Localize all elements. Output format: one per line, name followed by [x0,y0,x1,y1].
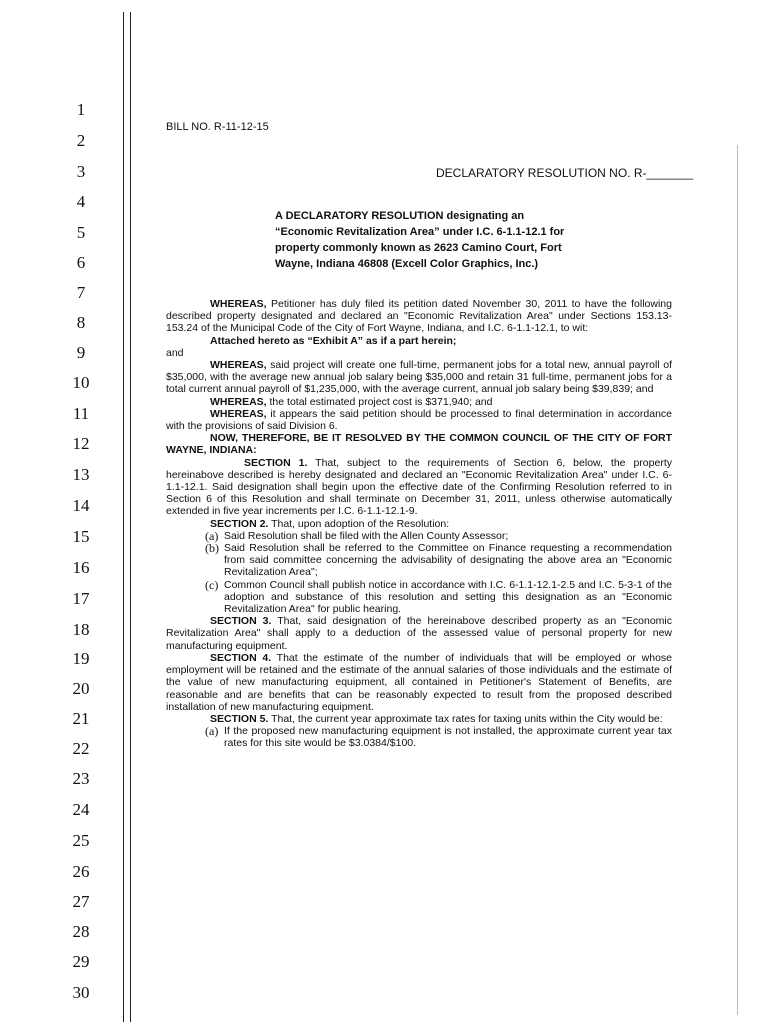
line-number: 4 [76,192,86,211]
paragraph-text: said project will create one full-time, permanent jobs for a total new, annual payroll of $35,000, with the average new annual job salary being $35,000 and retain 31 full-time, permanent jobs for a total current annual payroll of $1,235,000, with the average current, annual job salary being $39,839; and [166,359,672,396]
whereas-label: WHEREAS, [210,395,267,408]
line-number: 23 [72,769,90,788]
item-label: (a) [205,724,219,739]
line-number: 21 [72,709,90,728]
line-number: 6 [76,253,86,272]
line-number: 25 [72,831,90,850]
paragraph-text: Petitioner has duly filed its petition dated November 30, 2011 to have the following described property designated and declared an "Economic Revitalization Area" under Sections 153.13-153.24 of the Municipal Code of the City of Fort Wayne, Indiana, and I.C. 6-1.1-12.1, to wit: [166,298,672,335]
line-number: 20 [72,679,90,698]
line-number: 28 [72,922,90,941]
line-number: 17 [72,589,90,608]
resolution-title: A DECLARATORY RESOLUTION designating an “Economic Revitalization Area” under I.C. 6-1.1-12.1 for property commonly known as 2623 Camino Court, Fort Wayne, Indiana 46808 (Excell Color Graphics, Inc.) [275,210,565,270]
whereas-petition-paragraph [166,298,672,335]
item-label: (a) [205,528,219,543]
line-number: 7 [76,283,86,302]
section-label: SECTION 4. [210,651,272,664]
paragraph-text: That, the current year approximate tax rates for taxing units within the City would be: [268,712,663,725]
now-therefore-clause: NOW, THEREFORE, BE IT RESOLVED BY THE COMMON COUNCIL OF THE CITY OF FORT WAYNE, INDIANA: [166,432,672,457]
line-number: 13 [72,465,90,484]
whereas-cost-paragraph [166,396,672,408]
line-number: 1 [76,100,86,119]
left-margin-rule [123,12,124,1022]
bill-number: BILL NO. R-11-12-15 [166,121,269,133]
line-number: 24 [72,800,90,819]
section-2-item-a [205,530,672,542]
paragraph-text: That, said designation of the hereinabove described property as an "Economic Revitalization Area" shall apply to a deduction of the assessed value of personal property for new manufacturing equipment. [166,615,672,652]
exhibit-reference: Attached hereto as “Exhibit A” as if a part herein; [210,334,457,347]
resolution-body [166,298,672,750]
section-2-item-b [205,542,672,579]
line-number: 29 [72,952,90,971]
line-number: 14 [72,496,90,515]
item-text: Said Resolution shall be referred to the Committee on Finance requesting a recommendation from said committee concerning the advisability of designating the above area an "Economic Revitalization Area"; [224,542,672,579]
item-text: Common Council shall publish notice in accordance with I.C. 6-1.1-12.1-2.5 and I.C. 5-3-1 of the adoption and substance of this resolution and setting this designation as an "Economic Revitalization Area" for public hearing. [224,578,672,616]
section-3-paragraph [166,615,672,652]
paragraph-text: That, upon adoption of the Resolution: [268,517,450,530]
line-number: 3 [76,162,86,181]
item-text: If the proposed new manufacturing equipment is not installed, the approximate current year tax rates for this site would be $3.0384/$100. [224,725,672,750]
section-1-paragraph [166,457,672,518]
left-margin-rule-inner [130,12,131,1022]
right-margin-rule [737,145,738,1015]
line-number: 16 [72,558,90,577]
section-2-paragraph [166,518,672,530]
line-number: 5 [76,223,86,242]
whereas-label: WHEREAS, [210,359,267,372]
line-number: 22 [72,739,90,758]
line-number: 27 [72,892,90,911]
whereas-label: WHEREAS, [210,298,267,310]
section-label: SECTION 5. [210,712,269,725]
item-label: (c) [205,577,219,592]
paragraph-text: That the estimate of the number of individuals that will be employed or whose employment will be retained and the estimate of the annual salaries of those individuals and the estimate of the value of new manufacturing equipment, all contained in Petitioner's Statement of Benefits, are reasonable and are benefits that can be reasonably expected to result from the proposed described installation of new manufacturing equipment. [166,651,672,713]
section-5-item-a [205,725,672,749]
section-4-paragraph [166,652,672,713]
section-2-item-c [205,579,672,616]
line-number: 12 [72,434,90,453]
paragraph-text: That, subject to the requirements of Section 6, below, the property hereinabove described is hereby designated and declared an "Economic Revitalization Area" under I.C. 6-1.1-12.1. Said designation shall begin upon the effective date of the Confirming Resolution referred to in Section 6 of this Resolution and shall terminate on December 31, 2011, unless otherwise automatically extended in five year increments per I.C. 6-1.1-12.1-9. [166,456,672,518]
line-number: 8 [76,313,86,332]
line-number: 15 [72,527,90,546]
line-number: 26 [72,862,90,881]
section-5-paragraph [166,713,672,725]
line-number: 18 [72,620,90,639]
section-label: SECTION 3. [210,615,272,628]
whereas-process-paragraph [166,408,672,432]
line-number: 2 [76,131,86,150]
line-number: 9 [76,343,86,362]
whereas-label: WHEREAS, [210,407,267,420]
line-number: 19 [72,649,90,668]
paragraph-text: it appears the said petition should be processed to final determination in accordance with the provisions of said Division 6. [166,407,672,433]
line-number: 10 [72,373,90,392]
conjunction-and: and [166,346,184,359]
paragraph-text: the total estimated project cost is $371,940; and [266,395,493,408]
item-text: Said Resolution shall be filed with the Allen County Assessor; [224,529,509,542]
whereas-jobs-paragraph [166,359,672,396]
section-label: SECTION 2. [210,517,269,530]
resolution-number: DECLARATORY RESOLUTION NO. R-_______ [436,166,694,180]
item-label: (b) [205,541,219,556]
section-label: SECTION 1. [244,456,308,469]
line-number: 30 [72,983,90,1002]
line-number: 11 [72,404,90,423]
